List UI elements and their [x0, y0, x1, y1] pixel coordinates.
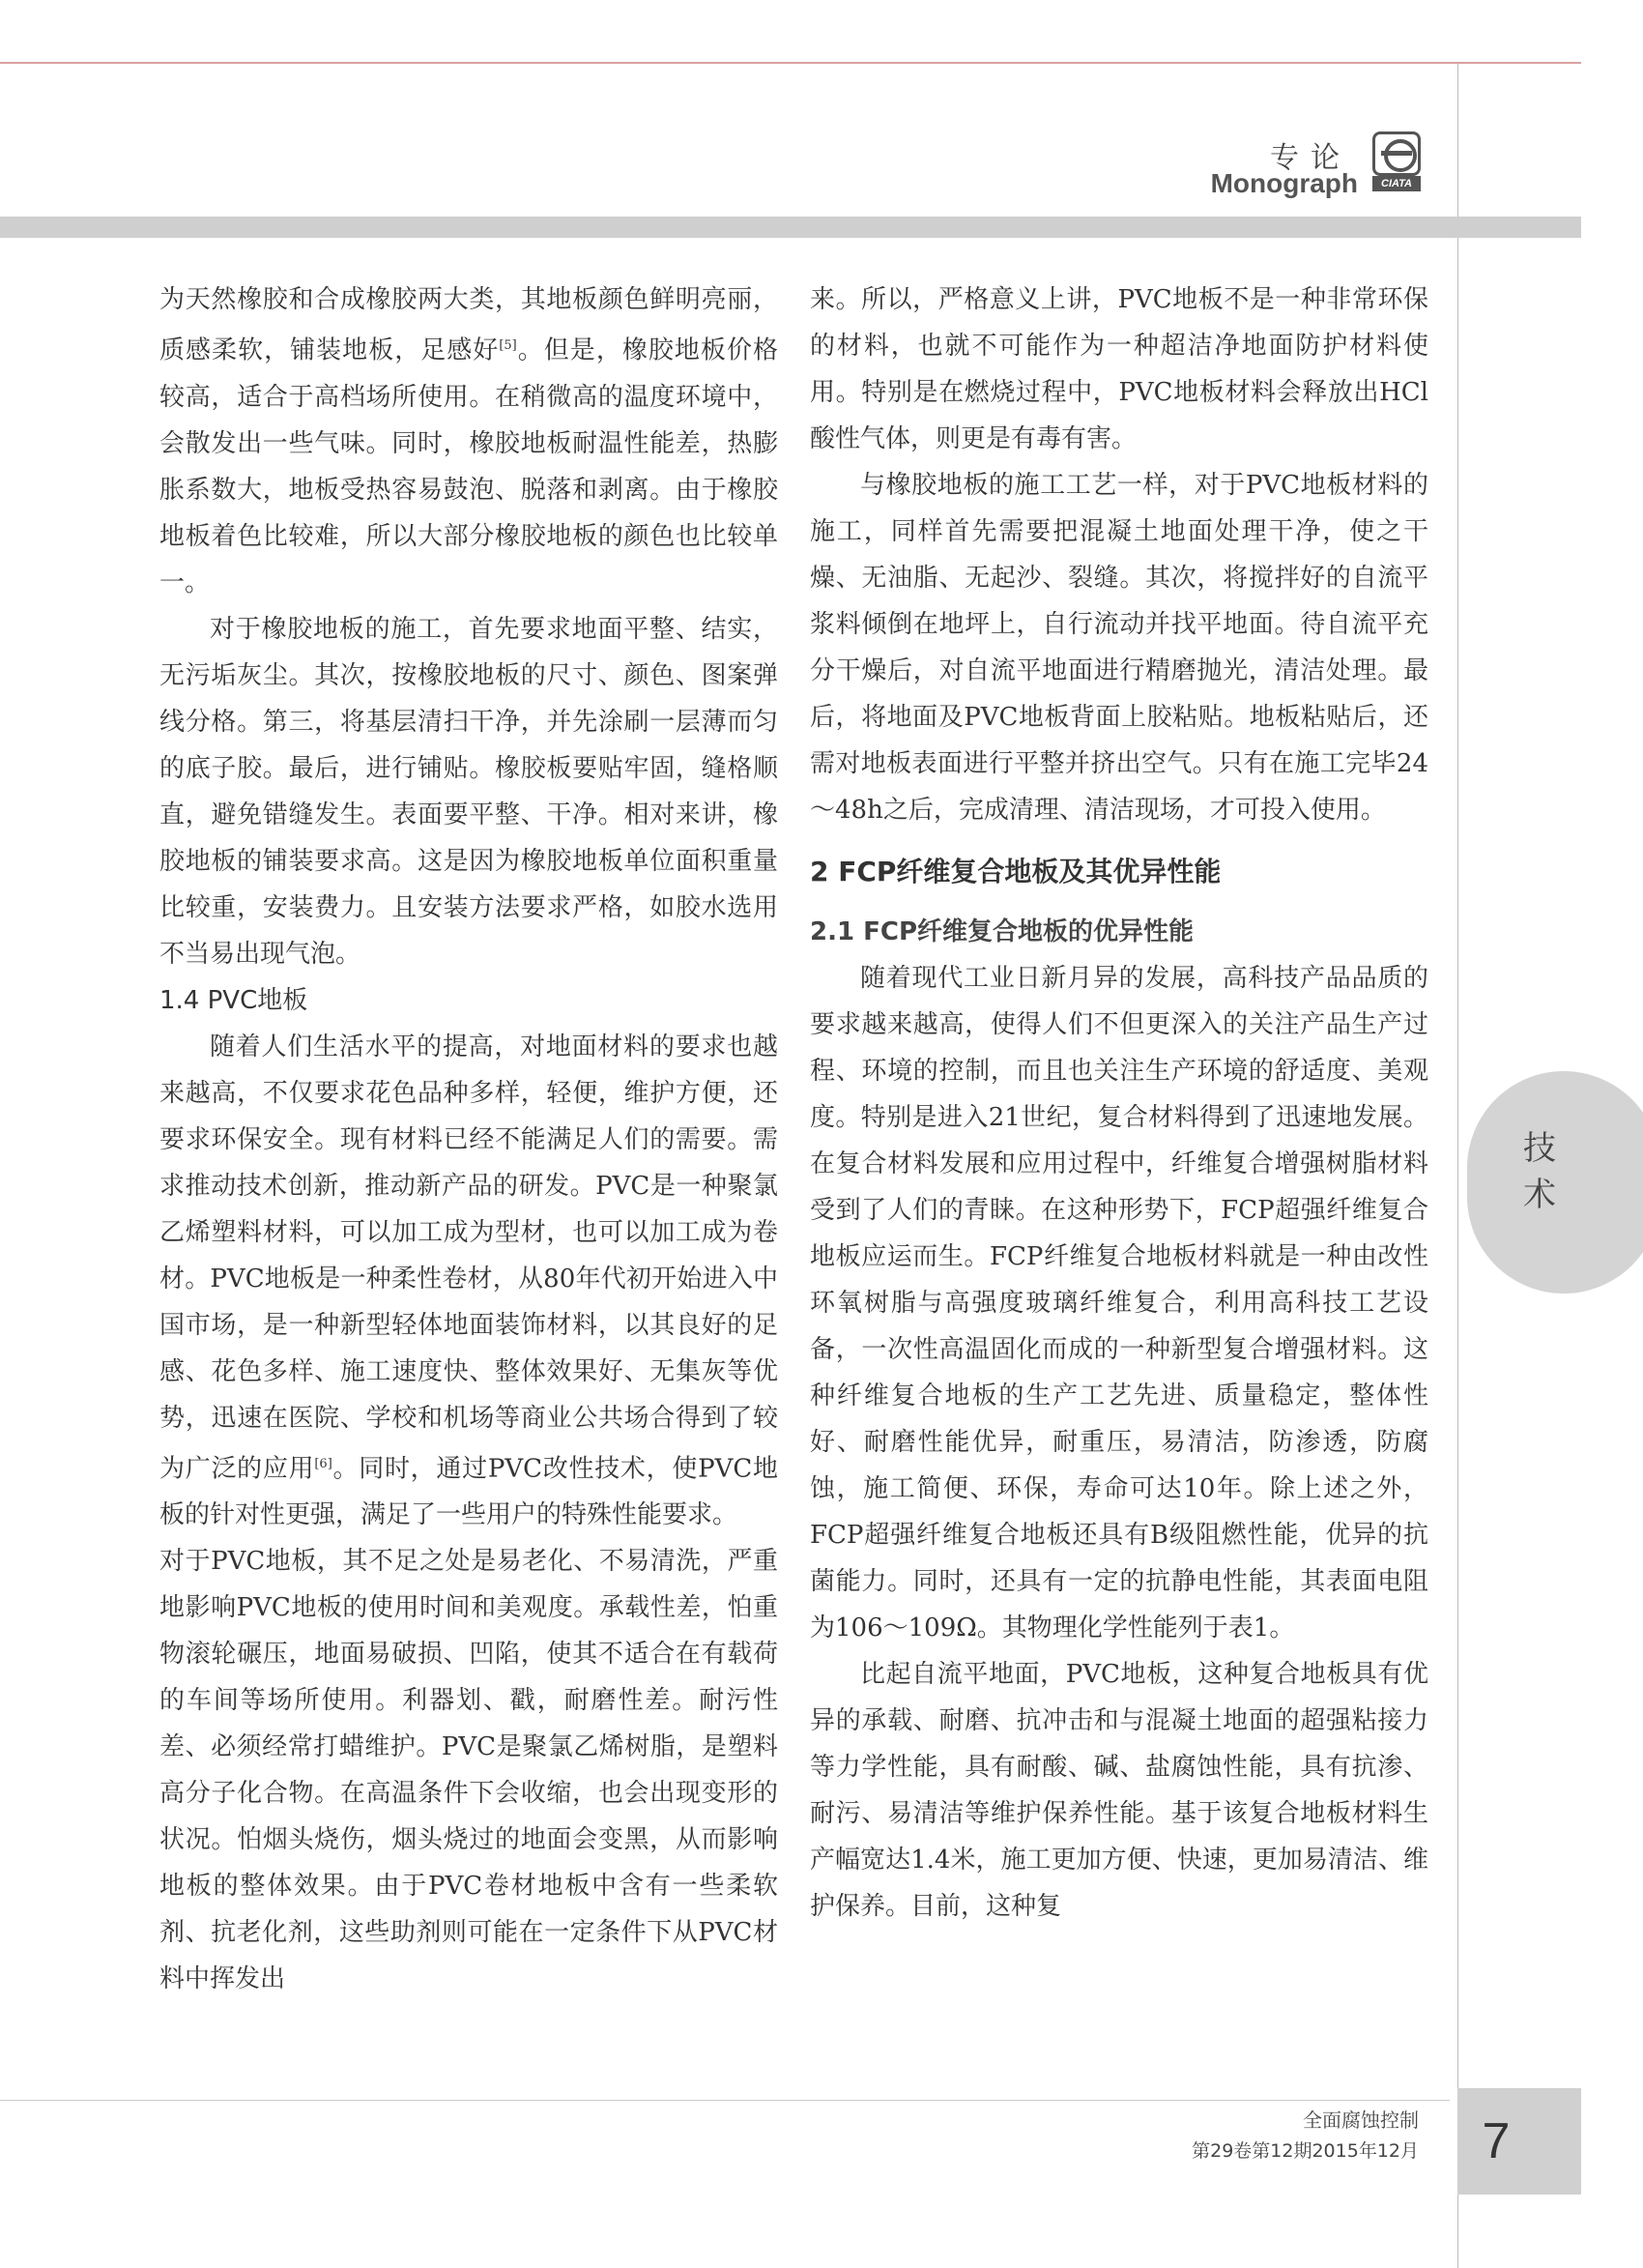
paragraph: 随着人们生活水平的提高，对地面材料的要求也越来越高，不仅要求花色品种多样，轻便，维护方便，还要求环保安全。现有材料已经不能满足人们的需要。需求推动技术创新，推动新产品的研发。PVC是一种聚氯乙烯塑料材料，可以加工成为型材，也可以加工成为卷材。PVC地板是一种柔性卷材，从80年代初开始进入中国市场，是一种新型轻体地面装饰材料，以其良好的足感、花色多样、施工速度快、整体效果好、无集灰等优势，迅速在医院、学校和机场等商业公共场合得到了较为广泛的应用[6]。同时，通过PVC改性技术，使PVC地板的针对性更强，满足了一些用户的特殊性能要求。: [159, 1032, 778, 1530]
footer-rule: [0, 2100, 1450, 2101]
side-tab-label: 技术: [1523, 1129, 1556, 1214]
top-rule: [0, 62, 1581, 64]
right-margin-rule: [1457, 64, 1458, 2268]
paragraph: 对于橡胶地板的施工，首先要求地面平整、结实，无污垢灰尘。其次，按橡胶地板的尺寸、颜色、图案弹线分格。第三，将基层清扫干净，并先涂刷一层薄而匀的底子胶。最后，进行铺贴。橡胶板要贴牢固，缝格顺直，避免错缝发生。表面要平整、干净。相对来讲，橡胶地板的铺装要求高。这是因为橡胶地板单位面积重量比较重，安装费力。且安装方法要求严格，如胶水选用不当易出现气泡。: [159, 614, 778, 969]
right-column: [810, 276, 1428, 1930]
paragraph: 来。所以，严格意义上讲，PVC地板不是一种非常环保的材料，也就不可能作为一种超洁净地面防护材料使用。特别是在燃烧过程中，PVC地板材料会释放出HCl酸性气体，则更是有毒有害。: [810, 285, 1428, 453]
header-band: [0, 217, 1581, 238]
section-title-en: Monograph: [1210, 168, 1358, 198]
section-heading-2: 2 FCP纤维复合地板及其优异性能: [810, 856, 1222, 887]
footer-issue-info: 第29卷第12期2015年12月: [1192, 2140, 1419, 2162]
paragraph: 为天然橡胶和合成橡胶两大类，其地板颜色鲜明亮丽，质感柔软，铺装地板，足感好[5]。但是，橡胶地板价格较高，适合于高档场所使用。在稍微高的温度环境中，会散发出一些气味。同时，橡胶地板耐温性能差，热膨胀系数大，地板受热容易鼓泡、脱落和剥离。由于橡胶地板着色比较难，所以大部分橡胶地板的颜色也比较单一。: [159, 285, 778, 597]
paragraph: 对于PVC地板，其不足之处是易老化、不易清洗，严重地影响PVC地板的使用时间和美观度。承载性差，怕重物滚轮碾压，地面易破损、凹陷，使其不适合在有载荷的车间等场所使用。利器划、戳，耐磨性差。耐污性差、必须经常打蜡维护。PVC是聚氯乙烯树脂，是塑料高分子化合物。在高温条件下会收缩，也会出现变形的状况。怕烟头烧伤，烟头烧过的地面会变黑，从而影响地板的整体效果。由于PVC卷材地板中含有一些柔软剂、抗老化剂，这些助剂则可能在一定条件下从PVC材料中挥发出: [159, 1547, 778, 1994]
logo-text: CIATA: [1372, 176, 1421, 191]
citation-ref: [5]: [499, 338, 517, 353]
section-heading-1-4: 1.4 PVC地板: [159, 985, 308, 1015]
logo-emblem-icon: [1372, 131, 1421, 176]
section-title-zh: 专论: [1270, 141, 1351, 175]
page-number: 7: [1482, 2113, 1511, 2169]
section-heading-2-1: 2.1 FCP纤维复合地板的优异性能: [810, 917, 1195, 946]
left-column: [159, 276, 778, 2002]
footer-journal-name: 全面腐蚀控制: [1303, 2108, 1419, 2132]
journal-logo: [1372, 131, 1421, 191]
paragraph: 与橡胶地板的施工工艺一样，对于PVC地板材料的施工，同样首先需要把混凝土地面处理干净，使之干燥、无油脂、无起沙、裂缝。其次，将搅拌好的自流平浆料倾倒在地坪上，自行流动并找平地面。待自流平充分干燥后，对自流平地面进行精磨抛光，清洁处理。最后，将地面及PVC地板背面上胶粘贴。地板粘贴后，还需对地板表面进行平整并挤出空气。只有在施工完毕24～48h之后，完成清理、清洁现场，才可投入使用。: [810, 471, 1428, 825]
citation-ref: [6]: [314, 1456, 332, 1471]
paragraph: 比起自流平地面，PVC地板，这种复合地板具有优异的承载、耐磨、抗冲击和与混凝土地面的超强粘接力等力学性能，具有耐酸、碱、盐腐蚀性能，具有抗渗、耐污、易清洁等维护保养性能。基于该复合地板材料生产幅宽达1.4米，施工更加方便、快速，更加易清洁、维护保养。目前，这种复: [810, 1660, 1428, 1921]
paragraph: 随着现代工业日新月异的发展，高科技产品品质的要求越来越高，使得人们不但更深入的关注产品生产过程、环境的控制，而且也关注生产环境的舒适度、美观度。特别是进入21世纪，复合材料得到了迅速地发展。在复合材料发展和应用过程中，纤维复合增强树脂材料受到了人们的青睐。在这种形势下，FCP超强纤维复合地板应运而生。FCP纤维复合地板材料就是一种由改性环氧树脂与高强度玻璃纤维复合，利用高科技工艺设备，一次性高温固化而成的一种新型复合增强材料。这种纤维复合地板的生产工艺先进、质量稳定，整体性好、耐磨性能优异，耐重压，易清洁，防渗透，防腐蚀，施工简便、环保，寿命可达10年。除上述之外，FCP超强纤维复合地板还具有B级阻燃性能，优异的抗菌能力。同时，还具有一定的抗静电性能，其表面电阻为106～109Ω。其物理化学性能列于表1。: [810, 964, 1428, 1643]
